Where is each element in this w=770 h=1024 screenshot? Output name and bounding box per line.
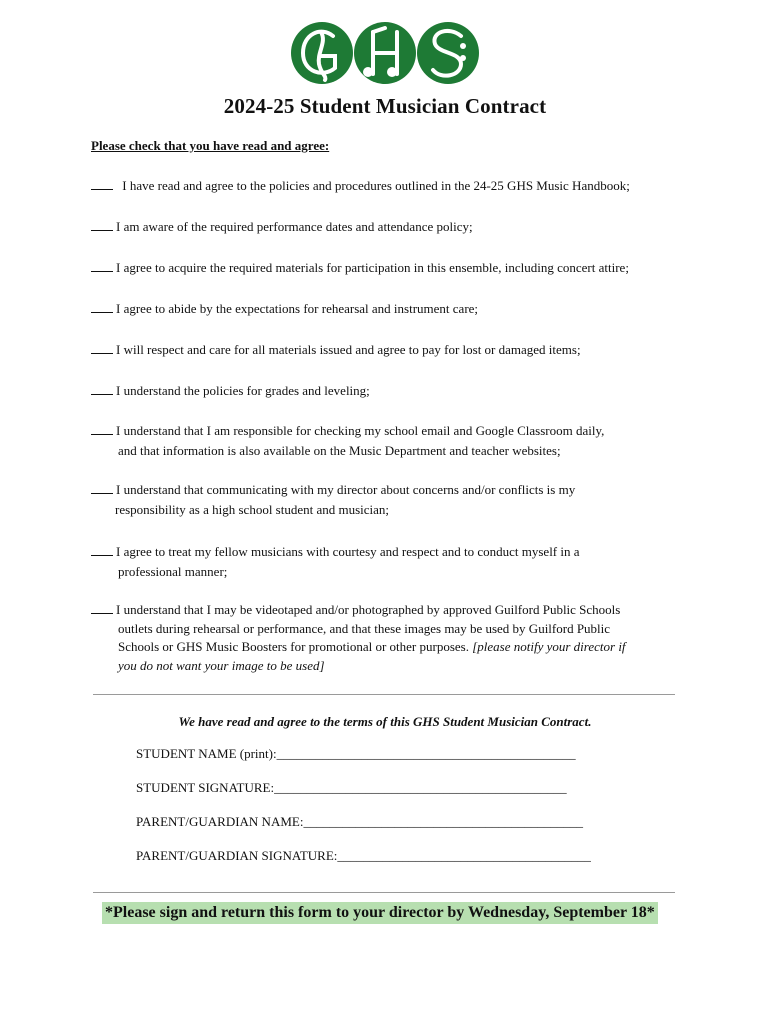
divider (93, 694, 675, 695)
item-text: I am aware of the required performance dates and attendance policy; (116, 219, 473, 234)
item-text: I understand that I may be videotaped and/or photographed by approved Guilford Public Schools (116, 602, 621, 617)
ghs-music-logo (291, 20, 479, 86)
check-blank[interactable] (91, 217, 113, 231)
image-note: [please notify your director if (472, 639, 626, 654)
checklist-item (91, 480, 681, 519)
parent-signature-field[interactable]: PARENT/GUARDIAN SIGNATURE:_______________________________________ (136, 848, 591, 863)
item-text-continued: professional manner; (118, 563, 228, 579)
item-text-continued (91, 638, 681, 657)
item-text: I understand the policies for grades and leveling; (116, 383, 370, 398)
checklist-item (91, 542, 681, 581)
checklist-item (91, 340, 681, 360)
check-blank[interactable] (91, 340, 113, 354)
check-blank[interactable] (91, 381, 113, 395)
item-text-line3: Schools or GHS Music Boosters for promotional or other purposes. (118, 639, 469, 654)
item-text: I agree to abide by the expectations for rehearsal and instrument care; (116, 301, 479, 316)
item-text-continued: and that information is also available on the Music Department and teacher websites; (118, 442, 561, 458)
student-signature-field[interactable]: STUDENT SIGNATURE:_____________________________________________ (136, 780, 567, 795)
agreement-statement: We have read and agree to the terms of this GHS Student Musician Contract. (178, 714, 592, 729)
checklist-item (91, 217, 681, 237)
check-blank[interactable] (91, 258, 113, 272)
item-text-continued: responsibility as a high school student and musician; (115, 501, 390, 517)
parent-name-field[interactable]: PARENT/GUARDIAN NAME:___________________________________________ (136, 814, 583, 829)
divider (93, 892, 675, 893)
item-text-continued: outlets during rehearsal or performance, and that these images may be used by Guilford Public (118, 620, 611, 636)
check-blank[interactable] (91, 421, 113, 435)
checklist-item (91, 421, 681, 460)
item-text: I agree to treat my fellow musicians with courtesy and respect and to conduct myself in a (116, 544, 580, 559)
check-blank[interactable] (91, 299, 113, 313)
student-name-field[interactable]: STUDENT NAME (print):______________________________________________ (136, 746, 576, 761)
item-text: I have read and agree to the policies and procedures outlined in the 24-25 GHS Music Handbook; (122, 178, 630, 193)
check-blank[interactable] (91, 176, 113, 190)
checklist-item (91, 299, 681, 319)
checklist-item (91, 381, 681, 401)
item-text: I understand that communicating with my director about concerns and/or conflicts is my (116, 482, 576, 497)
check-blank[interactable] (91, 600, 113, 614)
return-deadline-note: *Please sign and return this form to your director by Wednesday, September 18* (102, 902, 658, 924)
image-note-continued: you do not want your image to be used] (118, 657, 325, 673)
check-blank[interactable] (91, 480, 113, 494)
checklist-item (91, 258, 681, 278)
page-title: 2024-25 Student Musician Contract (223, 94, 547, 118)
checklist-item (91, 600, 681, 675)
item-text: I will respect and care for all materials issued and agree to pay for lost or damaged items; (116, 342, 581, 357)
item-text: I understand that I am responsible for checking my school email and Google Classroom daily, (116, 423, 605, 438)
item-text: I agree to acquire the required materials for participation in this ensemble, including concert attire; (116, 260, 629, 275)
instructions: Please check that you have read and agree: (91, 138, 330, 153)
checklist-item (91, 176, 681, 196)
check-blank[interactable] (91, 542, 113, 556)
